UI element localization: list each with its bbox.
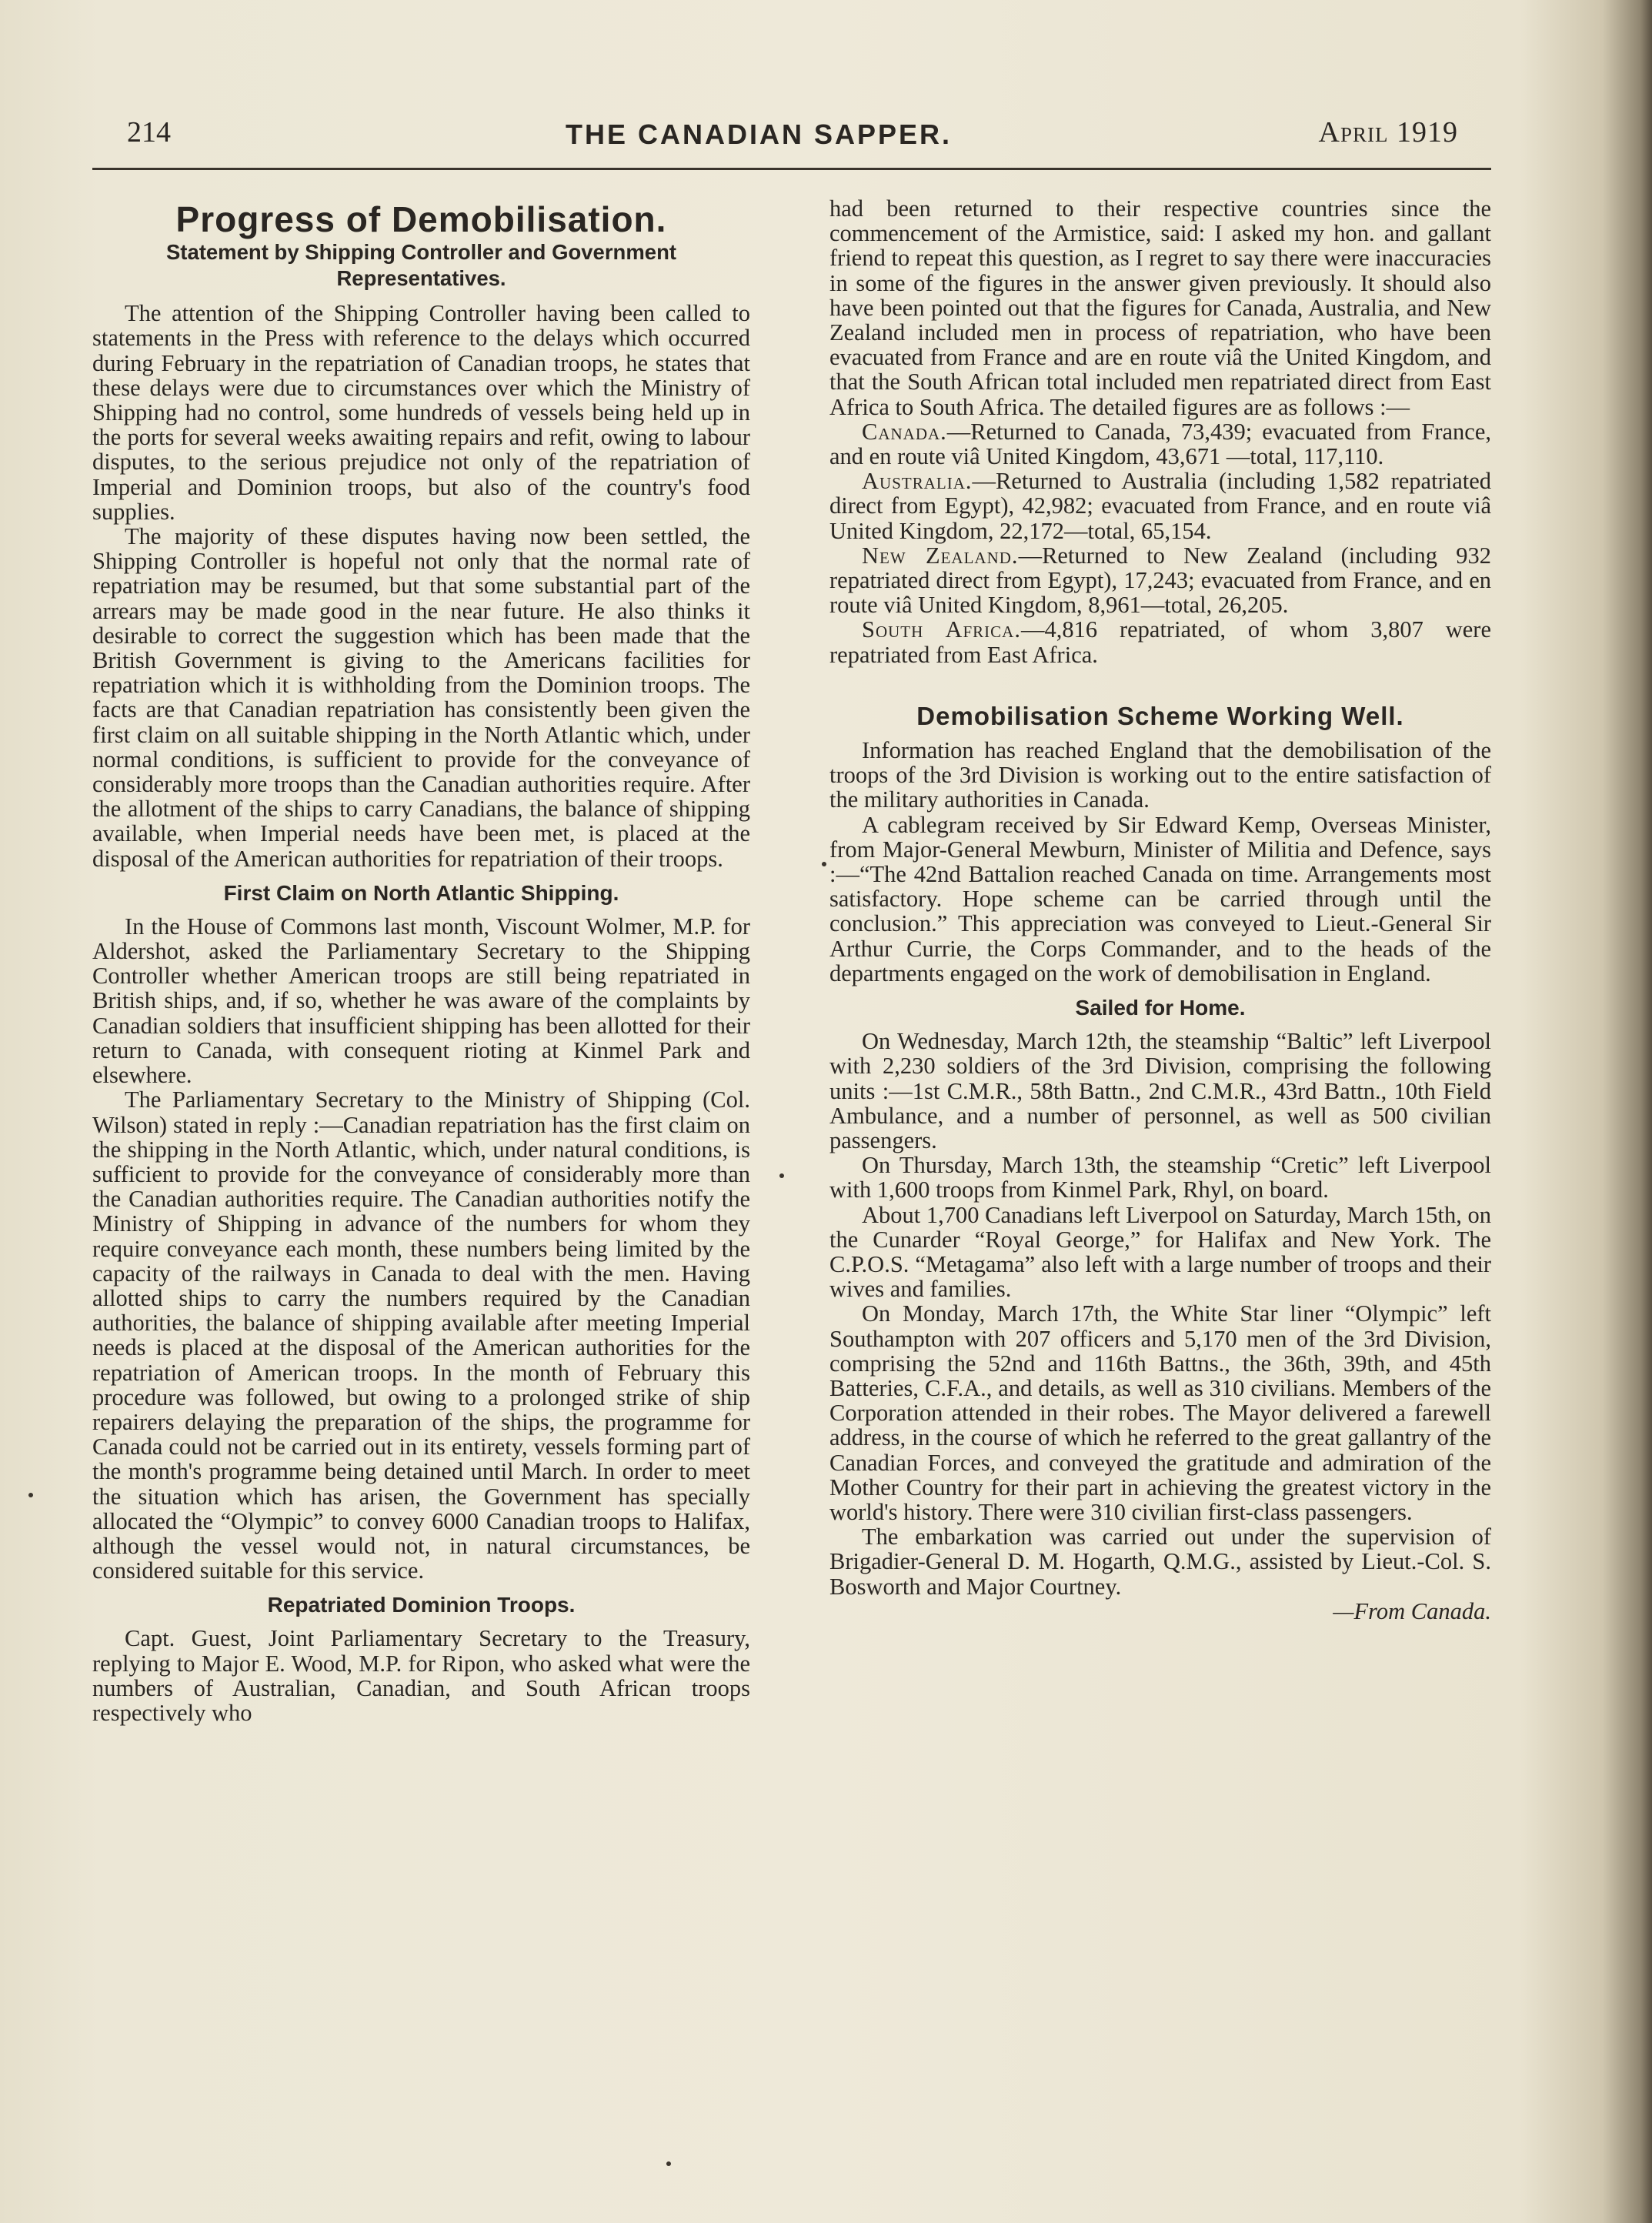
paragraph: On Thursday, March 13th, the steamship “Cretic” left Liverpool with 1,600 troops from Kinmel Park, Rhyl, on board. <box>829 1152 1491 1203</box>
section-heading-sailed: Sailed for Home. <box>1075 996 1246 1020</box>
stat-label: New Zealand. <box>862 542 1019 569</box>
stat-text: —4,816 repatriated, of whom 3,807 were repatriated from East Africa. <box>829 616 1491 668</box>
stat-text: —Returned to Australia (including 1,582 repatriated direct from Egypt), 42,982; evacuated from France, and en route viâ United Kingdom, 22,172—total, 65,154. <box>829 468 1491 544</box>
print-speck <box>666 2161 671 2166</box>
stat-label: Canada. <box>862 418 947 445</box>
journal-title: THE CANADIAN SAPPER. <box>566 118 953 150</box>
stat-canada <box>829 419 1491 469</box>
paragraph: The majority of these disputes having now been settled, the Shipping Controller is hopeful not only that the normal rate of repatriation may be resumed, but that some substantial part of the arrears may be made good in the near future. He also thinks it desirable to correct the suggestion which has been made that the British Government is giving to the Americans facilities for repatriation which it is withholding from the Dominion troops. The facts are that Canadian repatriation has consistently been given the first claim on all suitable shipping in the North Atlantic which, under normal conditions, is sufficient to provide for the conveyance of considerably more troops than the Canadian authorities require. After the allotment of the ships to carry Canadians, the balance of shipping available, when Imperial needs have been met, is placed at the disposal of the American authorities for repatriation of their troops. <box>92 523 750 872</box>
page-header <box>127 115 1458 162</box>
paragraph: The attention of the Shipping Controller having been called to statements in the Press with reference to the delays which occurred during February in the repatriation of Canadian troops, he states that these delays were due to circumstances over which the Ministry of Shipping had no control, some hundreds of vessels being held up in the ports for several weeks awaiting repairs and refit, owing to labour disputes, to the serious prejudice not only of the repatriation of Imperial and Dominion troops, but also of the country's food supplies. <box>92 300 750 525</box>
paragraph: About 1,700 Canadians left Liverpool on Saturday, March 15th, on the Cunarder “Royal George,” for Halifax and New York. The C.P.O.S. “Metagama” also left with a large number of troops and their wives and families. <box>829 1201 1491 1303</box>
paragraph: Capt. Guest, Joint Parliamentary Secretary to the Treasury, replying to Major E. Wood, M.P. for Ripon, who asked what were the numbers of Australian, Canadian, and South African troops respectively who <box>92 1625 750 1726</box>
left-column <box>92 196 750 1725</box>
page-number: 214 <box>127 116 171 149</box>
stat-text: —Returned to Canada, 73,439; evacuated from France, and en route viâ United Kingdom, 43,671 —total, 117,110. <box>829 418 1491 470</box>
print-speck <box>822 862 826 866</box>
article-title-demobilisation: Demobilisation Scheme Working Well. <box>916 701 1404 730</box>
print-speck <box>779 1173 784 1178</box>
source-credit: —From Canada. <box>1333 1597 1491 1624</box>
section-heading-first-claim: First Claim on North Atlantic Shipping. <box>223 880 619 905</box>
paragraph: On Wednesday, March 12th, the steamship “Baltic” left Liverpool with 2,230 soldiers of the 3rd Division, comprising the following units :—1st C.M.R., 58th Battn., 2nd C.M.R., 43rd Battn., 10th Field Ambulance, and a number of personnel, as well as 500 civilian passengers. <box>829 1028 1491 1153</box>
stat-new-zealand <box>829 543 1491 618</box>
section-heading-repatriated: Repatriated Dominion Troops. <box>267 1593 576 1617</box>
paragraph: The embarkation was carried out under the supervision of Brigadier-General D. M. Hogarth, Q.M.G., assisted by Lieut.-Col. S. Bosworth and Major Courtney. <box>829 1524 1491 1600</box>
right-column <box>829 196 1491 1624</box>
stat-australia <box>829 469 1491 543</box>
stat-text: —Returned to New Zealand (including 932 repatriated direct from Egypt), 17,243; evacuated from France, and en route viâ United Kingdom, 8,961—total, 26,205. <box>829 542 1492 619</box>
paragraph: Information has reached England that the demobilisation of the troops of the 3rd Division is working out to the entire satisfaction of the military authorities in Canada. <box>829 737 1491 813</box>
header-rule <box>92 168 1491 170</box>
stat-label: Australia. <box>862 468 973 495</box>
stat-label: South Africa. <box>862 616 1021 643</box>
print-speck <box>28 1493 33 1497</box>
article-subtitle: Statement by Shipping Controller and Government Representatives. <box>165 240 677 291</box>
paragraph: In the House of Commons last month, Viscount Wolmer, M.P. for Aldershot, asked the Parliamentary Secretary to the Shipping Controller whether American troops are still being repatriated in British ships, and, if so, whether he was aware of the complaints by Canadian soldiers that insufficient shipping has been allotted for their return to Canada, with consequent rioting at Kinmel Park and elsewhere. <box>92 913 750 1089</box>
paragraph: had been returned to their respective countries since the commencement of the Armistice, said: I asked my hon. and gallant friend to repeat this question, as I regret to say there were inaccuracies in some of the figures in the answer given previously. It should also have been pointed out that the figures for Canada, Australia, and New Zealand included men in process of repatriation, who have been evacuated from France and are en route viâ the United Kingdom, and that the South African total included men repatriated direct from East Africa to South Africa. The detailed figures are as follows :— <box>829 195 1491 420</box>
article-title: Progress of Demobilisation. <box>175 199 667 239</box>
stat-south-africa <box>829 617 1491 666</box>
paragraph: A cablegram received by Sir Edward Kemp, Overseas Minister, from Major-General Mewburn, Minister of Militia and Defence, says :—“The 42nd Battalion reached Canada on time. Arrangements most satisfactory. Hope scheme can be carried through until the conclusion.” This appreciation was conveyed to Lieut.-General Sir Arthur Currie, the Corps Commander, and to the heads of the departments engaged on the work of demobilisation in England. <box>829 811 1491 986</box>
paragraph: The Parliamentary Secretary to the Ministry of Shipping (Col. Wilson) stated in reply :—Canadian repatriation has the first claim on the shipping in the North Atlantic, which, under natural conditions, is sufficient to provide for the conveyance of considerably more than the Canadian authorities require. The Canadian authorities notify the Ministry of Shipping in advance of the numbers for whom they require conveyance each month, these numbers being limited by the capacity of the railways in Canada to deal with the men. Having allotted ships to carry the numbers required by the Canadian authorities, the balance of shipping available after meeting Imperial needs is placed at the disposal of the American authorities for the repatriation of American troops. In the month of February this procedure was followed, but owing to a prolonged strike of ship repairers delaying the preparation of the ships, the programme for Canada could not be carried out in its entirety, vessels forming part of the month's programme being detained until March. In order to meet the situation which has arisen, the Government has specially allocated the “Olympic” to convey 6000 Canadian troops to Halifax, although the vessel would not, in natural circumstances, be considered suitable for this service. <box>92 1086 750 1584</box>
issue-date: April 1919 <box>1318 116 1458 149</box>
paragraph: On Monday, March 17th, the White Star liner “Olympic” left Southampton with 207 officers and 5,170 men of the 3rd Division, comprising the 52nd and 116th Battns., the 36th, 39th, and 45th Batteries, C.F.A., and details, as well as 310 civilians. Members of the Corporation attended in their robes. The Mayor delivered a farewell address, in the course of which he referred to the great gallantry of the Canadian Forces, and conveyed the gratitude and admiration of the Mother Country for their part in achieving the greatest victory in the world's history. There were 310 civilian first-class passengers. <box>829 1300 1491 1525</box>
